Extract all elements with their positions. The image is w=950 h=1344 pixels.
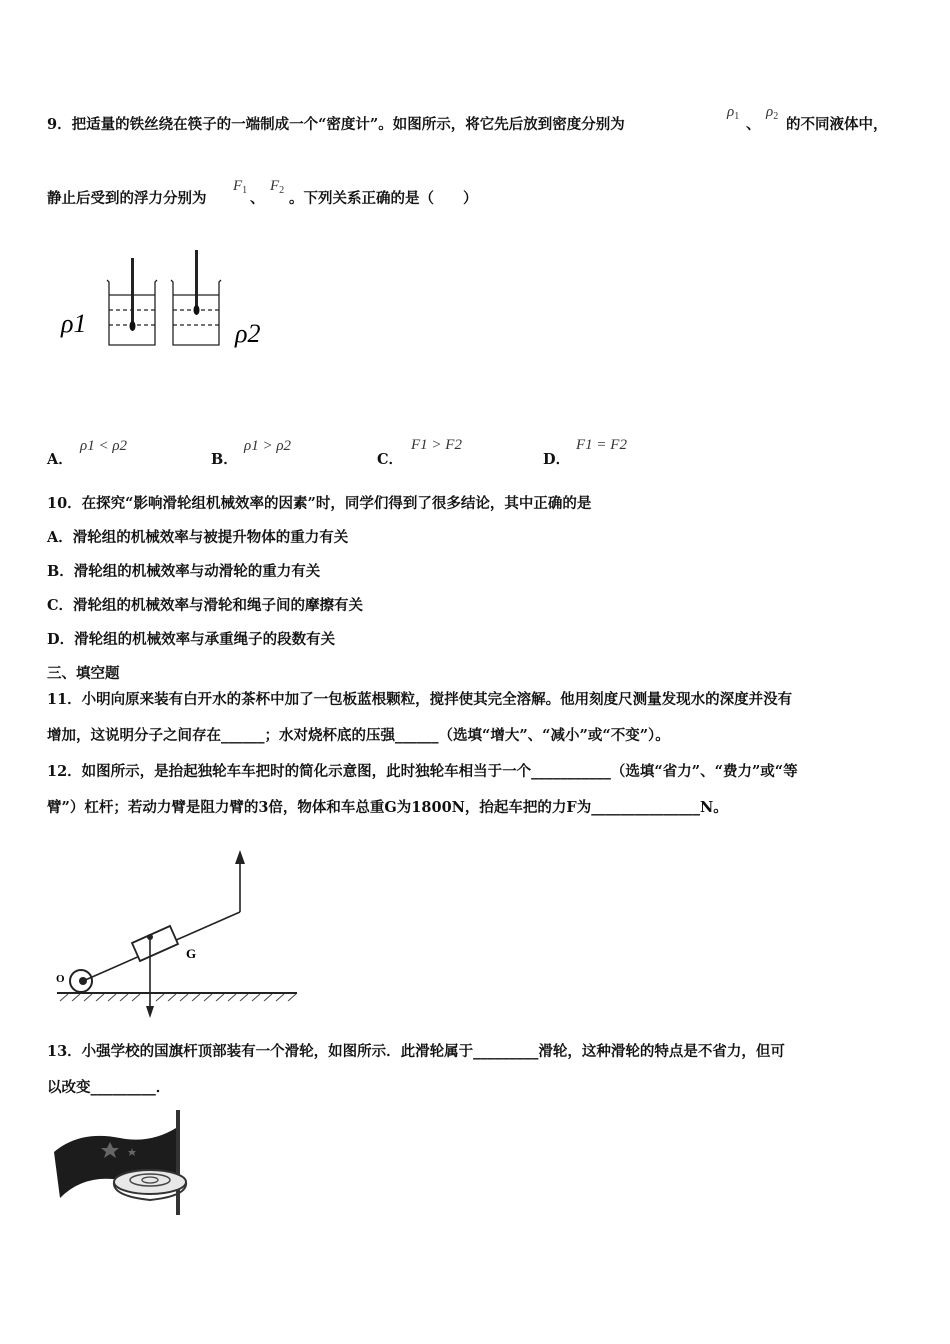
q10-option-b: B．滑轮组的机械效率与动滑轮的重力有关 — [47, 563, 321, 580]
section-heading: 三、填空题 — [47, 665, 120, 682]
fig-label-rho1: ρ1 — [61, 309, 87, 338]
flag-pole — [176, 1110, 180, 1215]
q9-option-a-letter: A． — [47, 451, 73, 468]
q9-option-c-expr: F1 > F2 — [411, 437, 462, 453]
q9-line1 — [47, 115, 625, 135]
force-g-arrowhead — [146, 1006, 154, 1018]
q12-figure — [52, 848, 302, 1023]
q9-option-b-expr: ρ1 > ρ2 — [244, 438, 292, 454]
q11-line1: 11．小明向原来装有白开水的茶杯中加了一包板蓝根颗粒，搅拌使其完全溶解。他用刻度尺测量发现水的深度并没有 — [47, 691, 793, 708]
q9-line1-pre: 9．把适量的铁丝绕在筷子的一端制成一个“密度计”。如图所示，将它先后放到密度分别为 — [47, 116, 625, 133]
q10-stem: 10．在探究“影响滑轮组机械效率的因素”时，同学们得到了很多结论，其中正确的是 — [47, 495, 592, 512]
q9-option-d-expr: F1 = F2 — [576, 437, 627, 453]
wire-right — [194, 305, 200, 315]
q9-line2-pre: 静止后受到的浮力分别为 — [47, 190, 207, 207]
stick-right — [195, 250, 198, 312]
q10-option-d: D．滑轮组的机械效率与承重绳子的段数有关 — [47, 631, 336, 648]
q9-line2-post: 。下列关系正确的是（ ） — [289, 190, 478, 207]
q10-option-c: C．滑轮组的机械效率与滑轮和绳子间的摩擦有关 — [47, 597, 364, 614]
q13-figure — [50, 1110, 200, 1215]
q12-line2: 臂”）杠杆；若动力臂是阻力臂的3倍，物体和车总重G为1800N，抬起车把的力F为_______________N。 — [47, 799, 728, 816]
q9-option-d-letter: D． — [543, 451, 571, 468]
fig-label-g: G — [186, 946, 197, 961]
q9-option-c-letter: C． — [377, 451, 404, 468]
q9-line1-post: 的不同液体中， — [786, 116, 888, 133]
q9-sep1: 、 — [746, 116, 761, 133]
q9-option-a-expr: ρ1 < ρ2 — [80, 438, 128, 454]
q13-line1: 13．小强学校的国旗杆顶部装有一个滑轮，如图所示．此滑轮属于_________滑轮，这种滑轮的特点是不省力，但可 — [47, 1043, 785, 1060]
q9-rho2: $\rho_2$ — [766, 104, 779, 122]
stick-left — [131, 258, 134, 328]
q10-option-a: A．滑轮组的机械效率与被提升物体的重力有关 — [47, 529, 349, 546]
fig-label-rho2: ρ2 — [235, 319, 261, 348]
q9-F1: $F_1$ — [233, 178, 248, 196]
fig-label-o: O — [56, 973, 65, 985]
wire-left — [130, 321, 136, 331]
cargo-box — [132, 926, 178, 961]
ground-hatch — [60, 994, 296, 1001]
q9-figure — [55, 250, 285, 360]
q12-line1: 12．如图所示，是抬起独轮车车把时的简化示意图，此时独轮车相当于一个___________（选填“省力”、“费力”或“等 — [47, 763, 798, 780]
q9-sep2: 、 — [250, 190, 265, 207]
q11-line2: 增加，这说明分子之间存在______；水对烧杯底的压强______（选填“增大”、“减小”或“不变”）。 — [47, 727, 670, 744]
q13-line2: 以改变_________． — [47, 1079, 171, 1096]
force-f-arrowhead — [235, 850, 245, 864]
q9-option-b-letter: B． — [211, 451, 238, 468]
q9-F2: $F_2$ — [270, 178, 285, 196]
q9-rho1: $\rho_1$ — [727, 104, 740, 122]
